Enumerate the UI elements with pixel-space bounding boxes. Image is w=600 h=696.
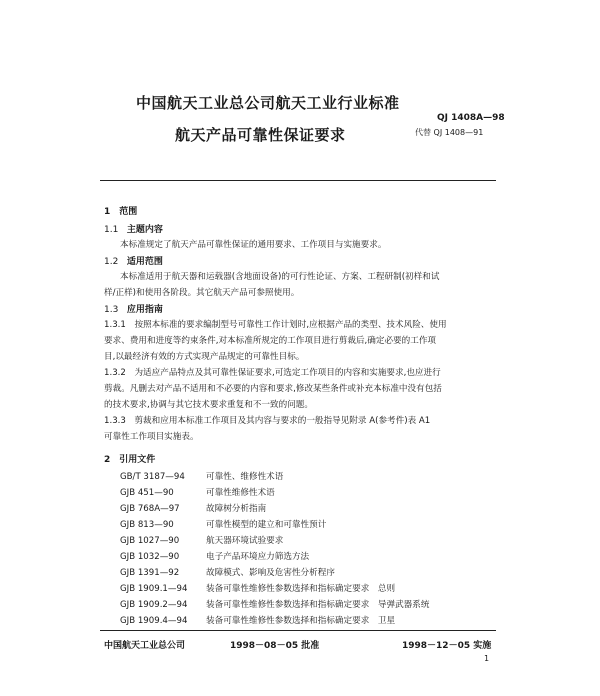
reference-code: GJB 1032—90 — [120, 552, 180, 562]
paragraph-line: 剪裁。凡删去对产品不适用和不必要的内容和要求,修改某些条件或补充本标准中没有包括 — [104, 384, 442, 394]
section-2-heading: 2 引用文件 — [104, 455, 156, 465]
reference-code: GJB 813—90 — [120, 520, 174, 530]
paragraph-line: 1.3.2 为适应产品特点及其可靠性保证要求,可选定工作项目的内容和实施要求,也应进行 — [104, 368, 441, 378]
reference-code: GB/T 3187—94 — [120, 472, 185, 482]
approval-date: 1998－08－05 批准 — [230, 641, 320, 651]
reference-code: GJB 768A—97 — [120, 504, 180, 514]
section-title: 应用指南 — [126, 305, 163, 315]
reference-item — [120, 470, 283, 482]
reference-code: GJB 1909.4—94 — [120, 616, 188, 626]
paragraph-line: 1.3.1 按照本标准的要求编制型号可靠性工作计划时,应根据产品的类型、技术风险、使用 — [104, 320, 447, 330]
section-1-heading: 1 范围 — [104, 207, 138, 217]
section-1-3-heading — [104, 302, 163, 315]
paragraph-line: 要求、费用和进度等约束条件,对本标准所规定的工作项目进行剪裁后,确定必要的工作项 — [104, 336, 437, 346]
paragraph-line: 本标准适用于航天器和运载器(含地面设备)的可行性论证、方案、工程研制(初样和试 — [120, 272, 440, 282]
header-divider — [100, 180, 496, 181]
reference-item — [120, 502, 266, 514]
reference-title: 装备可靠性维修性参数选择和指标确定要求 总则 — [206, 584, 396, 594]
reference-title: 装备可靠性维修性参数选择和指标确定要求 导弹武器系统 — [206, 600, 430, 610]
reference-code: GJB 1909.1—94 — [120, 584, 188, 594]
paragraph-line: 目,以最经济有效的方式实现产品规定的可靠性目标。 — [104, 352, 305, 362]
reference-item — [120, 614, 395, 626]
reference-title: 航天器环境试验要求 — [206, 536, 284, 546]
reference-title: 可靠性维修性术语 — [206, 488, 275, 498]
paragraph-line: 样/正样)和使用各阶段。其它航天产品可参照使用。 — [104, 288, 300, 298]
reference-code: GJB 451—90 — [120, 488, 174, 498]
section-1-2-heading — [104, 254, 163, 267]
reference-code: GJB 1391—92 — [120, 568, 180, 578]
section-1-1-text: 本标准规定了航天产品可靠性保证的通用要求、工作项目与实施要求。 — [120, 240, 387, 250]
reference-title: 电子产品环境应力筛选方法 — [206, 552, 310, 562]
reference-item — [120, 566, 335, 578]
reference-title: 可靠性模型的建立和可靠性预计 — [206, 520, 327, 530]
section-title: 主题内容 — [126, 225, 163, 235]
section-1-1-heading — [104, 222, 163, 235]
reference-item — [120, 486, 275, 498]
section-number: 1.3 — [104, 305, 119, 315]
standard-number: QJ 1408A—98 — [437, 113, 505, 123]
reference-code: GJB 1909.2—94 — [120, 600, 188, 610]
document-title: 航天产品可靠性保证要求 — [175, 126, 346, 144]
reference-code: GJB 1027—90 — [120, 536, 180, 546]
paragraph-line: 的技术要求,协调与其它技术要求重复和不一致的问题。 — [104, 400, 313, 410]
issuing-organization: 中国航天工业总公司航天工业行业标准 — [136, 94, 400, 112]
reference-item — [120, 534, 283, 546]
section-title: 适用范围 — [126, 257, 163, 267]
footer-divider — [100, 630, 496, 631]
reference-item — [120, 550, 309, 562]
reference-item — [120, 518, 326, 530]
footer-issuer: 中国航天工业总公司 — [104, 641, 186, 651]
paragraph-line: 可靠性工作项目实施表。 — [104, 432, 199, 442]
implementation-date: 1998－12－05 实施 — [402, 641, 492, 651]
reference-title: 可靠性、维修性术语 — [206, 472, 284, 482]
section-number: 1.2 — [104, 257, 119, 267]
reference-item — [120, 598, 429, 611]
replaces-standard: 代替 QJ 1408—91 — [415, 128, 484, 137]
section-number: 1.1 — [104, 225, 119, 235]
reference-title: 装备可靠性维修性参数选择和指标确定要求 卫星 — [206, 616, 396, 626]
page-number: 1 — [484, 654, 490, 663]
reference-title: 故障模式、影响及危害性分析程序 — [206, 568, 335, 578]
reference-title: 故障树分析指南 — [206, 504, 267, 514]
reference-item — [120, 582, 395, 594]
paragraph-line: 1.3.3 剪裁和应用本标准工作项目及其内容与要求的一般指导见附录 A(参考件)表 A1 — [104, 416, 431, 426]
